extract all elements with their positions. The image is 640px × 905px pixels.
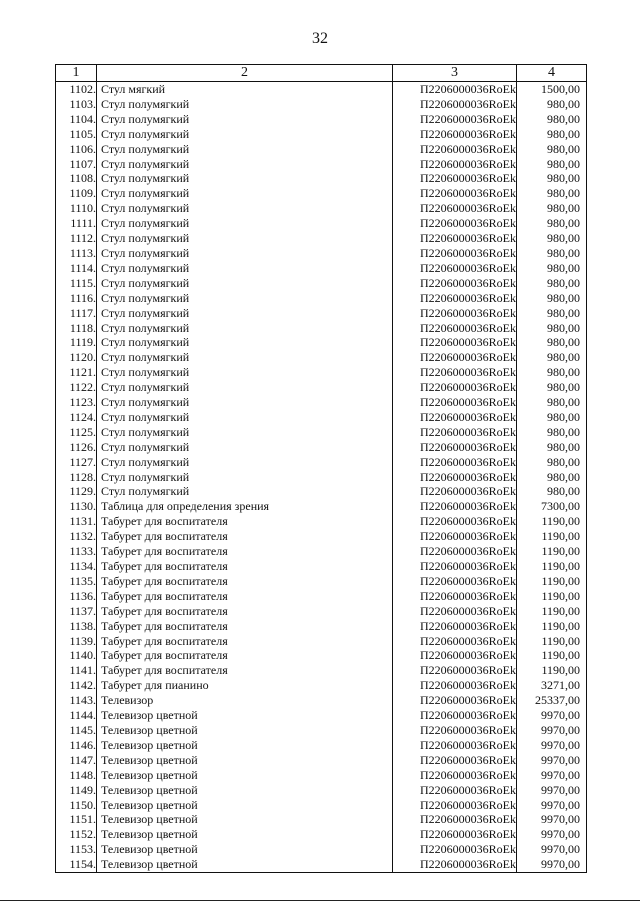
inventory-code: П2206000036RoEk [393, 514, 517, 529]
row-number: 1151. [56, 812, 97, 827]
table-row [56, 231, 587, 246]
table-row [56, 514, 587, 529]
inventory-code: П2206000036RoEk [393, 857, 517, 872]
inventory-code: П2206000036RoEk [393, 499, 517, 514]
table-row [56, 857, 587, 872]
inventory-code: П2206000036RoEk [393, 231, 517, 246]
item-price: 1190,00 [517, 663, 587, 678]
item-name: Табурет для воспитателя [97, 544, 393, 559]
item-name: Стул полумягкий [97, 186, 393, 201]
inventory-code: П2206000036RoEk [393, 246, 517, 261]
inventory-code: П2206000036RoEk [393, 321, 517, 336]
inventory-code: П2206000036RoEk [393, 171, 517, 186]
item-name: Стул полумягкий [97, 112, 393, 127]
item-price: 9970,00 [517, 723, 587, 738]
item-price: 980,00 [517, 395, 587, 410]
item-name: Стул полумягкий [97, 455, 393, 470]
item-name: Стул полумягкий [97, 321, 393, 336]
item-price: 980,00 [517, 365, 587, 380]
inventory-code: П2206000036RoEk [393, 812, 517, 827]
table-row [56, 544, 587, 559]
item-price: 1190,00 [517, 619, 587, 634]
item-price: 980,00 [517, 186, 587, 201]
inventory-code: П2206000036RoEk [393, 97, 517, 112]
inventory-code: П2206000036RoEk [393, 798, 517, 813]
row-number: 1135. [56, 574, 97, 589]
row-number: 1131. [56, 514, 97, 529]
inventory-code: П2206000036RoEk [393, 410, 517, 425]
inventory-code: П2206000036RoEk [393, 127, 517, 142]
table-row [56, 216, 587, 231]
row-number: 1145. [56, 723, 97, 738]
row-number: 1108. [56, 171, 97, 186]
item-price: 1190,00 [517, 634, 587, 649]
inventory-code: П2206000036RoEk [393, 142, 517, 157]
table-row [56, 738, 587, 753]
item-price: 980,00 [517, 157, 587, 172]
item-price: 1190,00 [517, 589, 587, 604]
header-col-2: 2 [97, 65, 393, 82]
row-number: 1137. [56, 604, 97, 619]
table-row [56, 455, 587, 470]
item-name: Стул полумягкий [97, 470, 393, 485]
item-price: 980,00 [517, 142, 587, 157]
item-price: 9970,00 [517, 812, 587, 827]
table-row [56, 798, 587, 813]
row-number: 1128. [56, 470, 97, 485]
item-name: Стул полумягкий [97, 395, 393, 410]
item-price: 980,00 [517, 276, 587, 291]
item-name: Табурет для воспитателя [97, 574, 393, 589]
item-price: 980,00 [517, 410, 587, 425]
item-name: Стул полумягкий [97, 306, 393, 321]
row-number: 1136. [56, 589, 97, 604]
item-name: Табурет для воспитателя [97, 648, 393, 663]
item-price: 1190,00 [517, 529, 587, 544]
item-price: 25337,00 [517, 693, 587, 708]
item-name: Стул полумягкий [97, 440, 393, 455]
table-row [56, 440, 587, 455]
inventory-code: П2206000036RoEk [393, 753, 517, 768]
row-number: 1124. [56, 410, 97, 425]
item-name: Телевизор цветной [97, 753, 393, 768]
item-price: 9970,00 [517, 738, 587, 753]
table-row [56, 678, 587, 693]
row-number: 1106. [56, 142, 97, 157]
row-number: 1140. [56, 648, 97, 663]
table-row [56, 753, 587, 768]
item-name: Стул полумягкий [97, 350, 393, 365]
item-name: Стул полумягкий [97, 231, 393, 246]
inventory-code: П2206000036RoEk [393, 663, 517, 678]
row-number: 1134. [56, 559, 97, 574]
inventory-code: П2206000036RoEk [393, 589, 517, 604]
item-price: 980,00 [517, 306, 587, 321]
item-price: 980,00 [517, 440, 587, 455]
table-body [56, 82, 587, 873]
item-price: 1500,00 [517, 82, 587, 97]
item-name: Стул полумягкий [97, 201, 393, 216]
table-row [56, 306, 587, 321]
item-price: 1190,00 [517, 559, 587, 574]
row-number: 1115. [56, 276, 97, 291]
row-number: 1146. [56, 738, 97, 753]
item-price: 9970,00 [517, 708, 587, 723]
inventory-code: П2206000036RoEk [393, 484, 517, 499]
item-name: Таблица для определения зрения [97, 499, 393, 514]
item-name: Табурет для воспитателя [97, 589, 393, 604]
row-number: 1112. [56, 231, 97, 246]
row-number: 1121. [56, 365, 97, 380]
row-number: 1129. [56, 484, 97, 499]
item-name: Стул полумягкий [97, 380, 393, 395]
item-price: 9970,00 [517, 827, 587, 842]
row-number: 1142. [56, 678, 97, 693]
table-row [56, 350, 587, 365]
inventory-code: П2206000036RoEk [393, 738, 517, 753]
inventory-code: П2206000036RoEk [393, 186, 517, 201]
item-price: 980,00 [517, 201, 587, 216]
item-name: Телевизор цветной [97, 842, 393, 857]
table-row [56, 604, 587, 619]
table-row [56, 663, 587, 678]
item-price: 9970,00 [517, 783, 587, 798]
item-price: 3271,00 [517, 678, 587, 693]
inventory-code: П2206000036RoEk [393, 216, 517, 231]
item-name: Стул полумягкий [97, 276, 393, 291]
row-number: 1105. [56, 127, 97, 142]
table-row [56, 410, 587, 425]
row-number: 1113. [56, 246, 97, 261]
item-name: Телевизор цветной [97, 723, 393, 738]
inventory-code: П2206000036RoEk [393, 350, 517, 365]
inventory-code: П2206000036RoEk [393, 842, 517, 857]
table-row [56, 783, 587, 798]
item-name: Табурет для воспитателя [97, 619, 393, 634]
item-price: 9970,00 [517, 798, 587, 813]
item-name: Стул полумягкий [97, 291, 393, 306]
item-price: 980,00 [517, 425, 587, 440]
row-number: 1132. [56, 529, 97, 544]
row-number: 1150. [56, 798, 97, 813]
inventory-code: П2206000036RoEk [393, 112, 517, 127]
row-number: 1109. [56, 186, 97, 201]
item-price: 980,00 [517, 171, 587, 186]
item-price: 980,00 [517, 350, 587, 365]
item-name: Телевизор цветной [97, 783, 393, 798]
item-price: 980,00 [517, 455, 587, 470]
item-price: 980,00 [517, 231, 587, 246]
item-price: 7300,00 [517, 499, 587, 514]
row-number: 1148. [56, 768, 97, 783]
page-bottom-rule [0, 900, 640, 901]
inventory-code: П2206000036RoEk [393, 455, 517, 470]
table-row [56, 589, 587, 604]
item-name: Стул полумягкий [97, 335, 393, 350]
inventory-code: П2206000036RoEk [393, 768, 517, 783]
item-name: Телевизор цветной [97, 812, 393, 827]
item-name: Стул полумягкий [97, 246, 393, 261]
item-name: Стул полумягкий [97, 484, 393, 499]
row-number: 1141. [56, 663, 97, 678]
table-row [56, 529, 587, 544]
inventory-code: П2206000036RoEk [393, 157, 517, 172]
inventory-code: П2206000036RoEk [393, 544, 517, 559]
table-row [56, 425, 587, 440]
item-name: Стул полумягкий [97, 142, 393, 157]
item-price: 1190,00 [517, 574, 587, 589]
row-number: 1154. [56, 857, 97, 872]
row-number: 1102. [56, 82, 97, 97]
row-number: 1125. [56, 425, 97, 440]
table-row [56, 97, 587, 112]
inventory-code: П2206000036RoEk [393, 693, 517, 708]
row-number: 1123. [56, 395, 97, 410]
table-header-row [56, 65, 587, 82]
table-row [56, 82, 587, 97]
row-number: 1152. [56, 827, 97, 842]
table-row [56, 380, 587, 395]
item-price: 1190,00 [517, 544, 587, 559]
table-row [56, 365, 587, 380]
item-name: Стул полумягкий [97, 97, 393, 112]
inventory-code: П2206000036RoEk [393, 276, 517, 291]
table-row [56, 112, 587, 127]
table-row [56, 842, 587, 857]
row-number: 1117. [56, 306, 97, 321]
inventory-code: П2206000036RoEk [393, 604, 517, 619]
item-price: 980,00 [517, 470, 587, 485]
item-price: 9970,00 [517, 768, 587, 783]
item-price: 9970,00 [517, 842, 587, 857]
header-col-1: 1 [56, 65, 97, 82]
item-name: Стул полумягкий [97, 171, 393, 186]
table-row [56, 246, 587, 261]
inventory-code: П2206000036RoEk [393, 783, 517, 798]
row-number: 1116. [56, 291, 97, 306]
table-row [56, 157, 587, 172]
inventory-code: П2206000036RoEk [393, 678, 517, 693]
inventory-code: П2206000036RoEk [393, 395, 517, 410]
item-name: Телевизор цветной [97, 768, 393, 783]
table-row [56, 395, 587, 410]
item-name: Стул полумягкий [97, 127, 393, 142]
item-name: Табурет для воспитателя [97, 529, 393, 544]
inventory-code: П2206000036RoEk [393, 723, 517, 738]
row-number: 1103. [56, 97, 97, 112]
table-row [56, 768, 587, 783]
item-price: 980,00 [517, 335, 587, 350]
item-price: 980,00 [517, 321, 587, 336]
inventory-code: П2206000036RoEk [393, 335, 517, 350]
item-price: 980,00 [517, 380, 587, 395]
table-row [56, 708, 587, 723]
item-price: 980,00 [517, 216, 587, 231]
inventory-code: П2206000036RoEk [393, 365, 517, 380]
table-row [56, 634, 587, 649]
row-number: 1119. [56, 335, 97, 350]
inventory-code: П2206000036RoEk [393, 708, 517, 723]
table-row [56, 499, 587, 514]
item-name: Табурет для воспитателя [97, 559, 393, 574]
item-name: Стул полумягкий [97, 216, 393, 231]
row-number: 1107. [56, 157, 97, 172]
item-name: Табурет для воспитателя [97, 514, 393, 529]
item-price: 1190,00 [517, 514, 587, 529]
row-number: 1149. [56, 783, 97, 798]
item-price: 980,00 [517, 484, 587, 499]
item-name: Телевизор [97, 693, 393, 708]
row-number: 1138. [56, 619, 97, 634]
table-row [56, 276, 587, 291]
table-row [56, 812, 587, 827]
inventory-code: П2206000036RoEk [393, 425, 517, 440]
item-name: Стул полумягкий [97, 157, 393, 172]
table-row [56, 827, 587, 842]
item-price: 980,00 [517, 97, 587, 112]
table-row [56, 186, 587, 201]
item-price: 980,00 [517, 246, 587, 261]
item-name: Телевизор цветной [97, 738, 393, 753]
item-price: 980,00 [517, 112, 587, 127]
table-row [56, 127, 587, 142]
item-price: 1190,00 [517, 604, 587, 619]
row-number: 1127. [56, 455, 97, 470]
table-row [56, 201, 587, 216]
row-number: 1126. [56, 440, 97, 455]
table-row [56, 619, 587, 634]
inventory-code: П2206000036RoEk [393, 827, 517, 842]
item-name: Стул полумягкий [97, 425, 393, 440]
item-name: Телевизор цветной [97, 827, 393, 842]
inventory-table [55, 64, 587, 873]
row-number: 1120. [56, 350, 97, 365]
row-number: 1139. [56, 634, 97, 649]
table-row [56, 574, 587, 589]
inventory-code: П2206000036RoEk [393, 440, 517, 455]
table-row [56, 559, 587, 574]
item-price: 980,00 [517, 291, 587, 306]
item-price: 9970,00 [517, 857, 587, 872]
item-name: Табурет для воспитателя [97, 663, 393, 678]
item-price: 980,00 [517, 127, 587, 142]
inventory-code: П2206000036RoEk [393, 291, 517, 306]
item-price: 1190,00 [517, 648, 587, 663]
inventory-code: П2206000036RoEk [393, 82, 517, 97]
row-number: 1133. [56, 544, 97, 559]
row-number: 1153. [56, 842, 97, 857]
item-name: Стул мягкий [97, 82, 393, 97]
row-number: 1130. [56, 499, 97, 514]
item-name: Телевизор цветной [97, 857, 393, 872]
item-price: 980,00 [517, 261, 587, 276]
table-row [56, 261, 587, 276]
row-number: 1114. [56, 261, 97, 276]
table-row [56, 321, 587, 336]
table-row [56, 291, 587, 306]
item-name: Стул полумягкий [97, 261, 393, 276]
inventory-code: П2206000036RoEk [393, 648, 517, 663]
row-number: 1111. [56, 216, 97, 231]
inventory-code: П2206000036RoEk [393, 619, 517, 634]
row-number: 1122. [56, 380, 97, 395]
item-name: Табурет для пианино [97, 678, 393, 693]
item-name: Телевизор цветной [97, 798, 393, 813]
table-row [56, 470, 587, 485]
table-row [56, 723, 587, 738]
inventory-code: П2206000036RoEk [393, 559, 517, 574]
table-row [56, 648, 587, 663]
row-number: 1104. [56, 112, 97, 127]
item-price: 9970,00 [517, 753, 587, 768]
inventory-code: П2206000036RoEk [393, 529, 517, 544]
table-row [56, 335, 587, 350]
row-number: 1110. [56, 201, 97, 216]
header-col-4: 4 [517, 65, 587, 82]
item-name: Стул полумягкий [97, 365, 393, 380]
page-number: 32 [312, 30, 328, 47]
item-name: Телевизор цветной [97, 708, 393, 723]
inventory-code: П2206000036RoEk [393, 380, 517, 395]
row-number: 1147. [56, 753, 97, 768]
inventory-code: П2206000036RoEk [393, 306, 517, 321]
table-row [56, 171, 587, 186]
item-name: Табурет для воспитателя [97, 634, 393, 649]
inventory-code: П2206000036RoEk [393, 201, 517, 216]
table-row [56, 484, 587, 499]
inventory-code: П2206000036RoEk [393, 634, 517, 649]
inventory-code: П2206000036RoEk [393, 261, 517, 276]
inventory-code: П2206000036RoEk [393, 470, 517, 485]
item-name: Стул полумягкий [97, 410, 393, 425]
table-row [56, 142, 587, 157]
table-row [56, 693, 587, 708]
row-number: 1143. [56, 693, 97, 708]
row-number: 1118. [56, 321, 97, 336]
inventory-code: П2206000036RoEk [393, 574, 517, 589]
row-number: 1144. [56, 708, 97, 723]
header-col-3: 3 [393, 65, 517, 82]
item-name: Табурет для воспитателя [97, 604, 393, 619]
